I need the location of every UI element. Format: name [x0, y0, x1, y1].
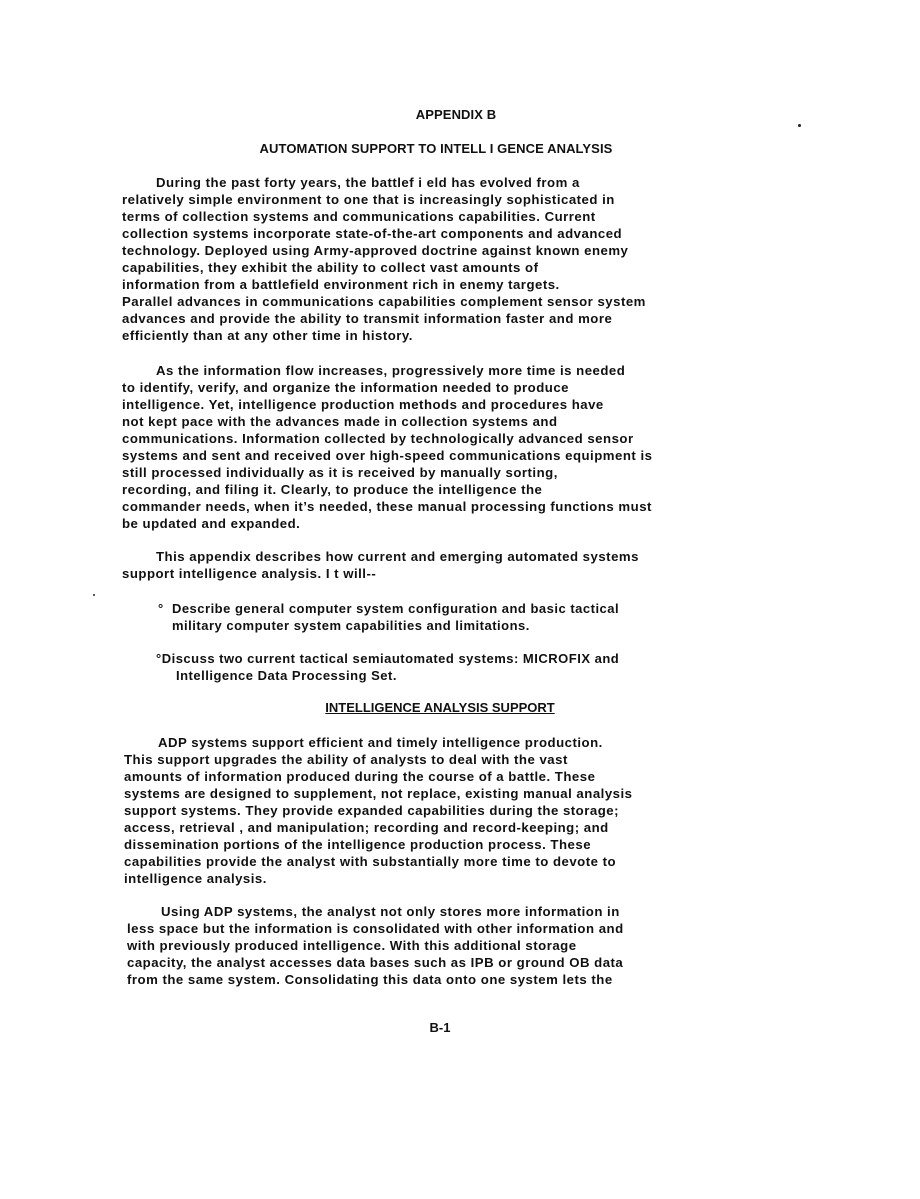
paragraph-intro-2 [122, 362, 752, 532]
text-line: This support upgrades the ability of analysts to deal with the vast [124, 752, 568, 767]
bullet-marker: ° [156, 651, 162, 666]
text-line: still processed individually as it is received by manually sorting, [122, 465, 558, 480]
bullet-text: Describe general computer system configuration and basic tactical [171, 601, 620, 616]
text-line: ADP systems support efficient and timely intelligence production. [158, 735, 603, 750]
paragraph-section-1 [124, 734, 754, 887]
text-line: intelligence analysis. [124, 871, 267, 886]
text-line: capabilities provide the analyst with substantially more time to devote to [124, 854, 617, 869]
text-line: systems are designed to supplement, not replace, existing manual analysis [124, 786, 633, 801]
text-line: to identify, verify, and organize the information needed to produce [122, 380, 569, 395]
section-heading: INTELLIGENCE ANALYSIS SUPPORT [325, 700, 555, 715]
text-line: communications. Information collected by technologically advanced sensor [122, 431, 634, 446]
page-number: B-1 [429, 1020, 451, 1035]
text-line: military computer system capabilities and limitations. [172, 618, 530, 633]
bullet-item [158, 600, 728, 634]
text-line: Intelligence Data Processing Set. [176, 668, 397, 683]
text-line: be updated and expanded. [122, 516, 301, 531]
text-line: Using ADP systems, the analyst not only stores more information in [161, 904, 620, 919]
text-line: support intelligence analysis. I t will-- [122, 566, 377, 581]
paragraph-intro-3 [122, 548, 752, 582]
text-line: systems and sent and received over high-speed communications equipment is [122, 448, 653, 463]
text-line: collection systems incorporate state-of-the-art components and advanced [122, 226, 623, 241]
text-line: terms of collection systems and communications capabilities. Current [122, 209, 596, 224]
text-line: amounts of information produced during the course of a battle. These [124, 769, 596, 784]
text-line: recording, and filing it. Clearly, to produce the intelligence the [122, 482, 543, 497]
text-line: technology. Deployed using Army-approved doctrine against known enemy [122, 243, 629, 258]
text-line: from the same system. Consolidating this data onto one system lets the [127, 972, 613, 987]
bullet-text: Discuss two current tactical semiautomated systems: MICROFIX and [161, 651, 620, 666]
text-line: efficiently than at any other time in history. [122, 328, 413, 343]
scan-speck [798, 124, 801, 127]
text-line: This appendix describes how current and emerging automated systems [156, 549, 639, 564]
text-line: not kept pace with the advances made in collection systems and [122, 414, 558, 429]
text-line: capabilities, they exhibit the ability to collect vast amounts of [122, 260, 539, 275]
text-line: commander needs, when it’s needed, these manual processing functions must [122, 499, 652, 514]
appendix-title: APPENDIX B [415, 107, 497, 122]
paragraph-intro-1 [122, 174, 752, 344]
paragraph-section-2 [127, 903, 757, 988]
text-line: information from a battlefield environment rich in enemy targets. [122, 277, 560, 292]
text-line: During the past forty years, the battlef i eld has evolved from a [156, 175, 580, 190]
text-line: advances and provide the ability to transmit information faster and more [122, 311, 613, 326]
text-line [156, 650, 736, 667]
chapter-title: AUTOMATION SUPPORT TO INTELL I GENCE ANALYSIS [259, 141, 613, 156]
text-line: less space but the information is consolidated with other information and [127, 921, 624, 936]
text-line: As the information flow increases, progressively more time is needed [156, 363, 626, 378]
text-line: support systems. They provide expanded capabilities during the storage; [124, 803, 619, 818]
text-line: capacity, the analyst accesses data bases such as IPB or ground OB data [127, 955, 624, 970]
text-line [158, 600, 728, 617]
scan-speck [93, 594, 95, 596]
text-line: with previously produced intelligence. With this additional storage [127, 938, 577, 953]
text-line: access, retrieval , and manipulation; recording and record-keeping; and [124, 820, 609, 835]
bullet-item [156, 650, 736, 684]
text-line: relatively simple environment to one that is increasingly sophisticated in [122, 192, 615, 207]
text-line: Parallel advances in communications capabilities complement sensor system [122, 294, 646, 309]
bullet-marker: ° [158, 601, 164, 616]
text-line: intelligence. Yet, intelligence production methods and procedures have [122, 397, 604, 412]
text-line: dissemination portions of the intelligence production process. These [124, 837, 592, 852]
